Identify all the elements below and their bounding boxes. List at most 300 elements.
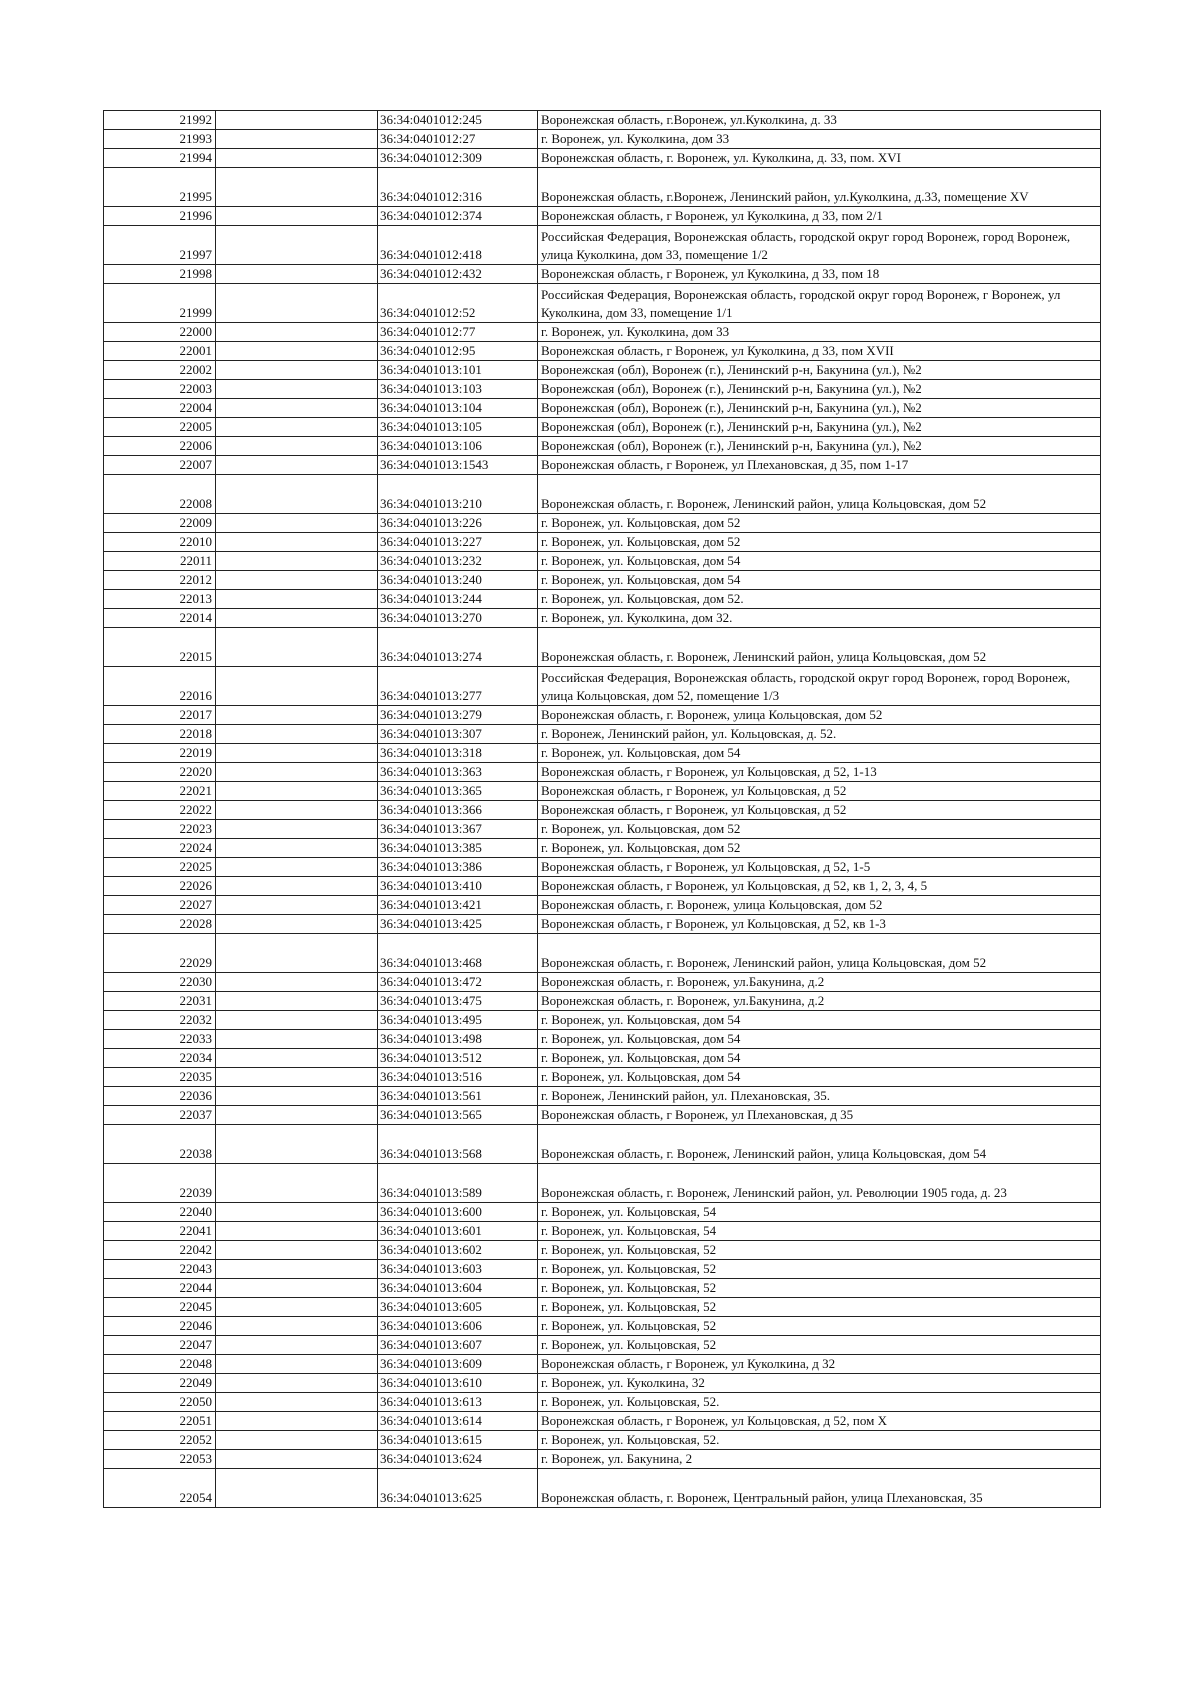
address-cell: Воронежская область, г Воронеж, ул Кольцовская, д 52, кв 1-3: [538, 915, 1101, 934]
row-number-cell: 22049: [104, 1374, 216, 1393]
table-row: [104, 456, 1101, 475]
address-cell: Воронежская область, г Воронеж, ул Кольцовская, д 52, пом X: [538, 1412, 1101, 1431]
row-number-cell: 22052: [104, 1431, 216, 1450]
row-number-cell: 22029: [104, 934, 216, 973]
table-row: [104, 877, 1101, 896]
empty-cell: [216, 801, 378, 820]
row-number-cell: 22037: [104, 1106, 216, 1125]
cadastral-number-cell: 36:34:0401013:232: [378, 552, 538, 571]
cadastral-number-cell: 36:34:0401013:615: [378, 1431, 538, 1450]
table-row: [104, 168, 1101, 207]
address-cell: Воронежская область, г. Воронеж, улица Кольцовская, дом 52: [538, 706, 1101, 725]
cadastral-number-cell: 36:34:0401013:475: [378, 992, 538, 1011]
cadastral-number-cell: 36:34:0401013:386: [378, 858, 538, 877]
table-row: [104, 1030, 1101, 1049]
row-number-cell: 22004: [104, 399, 216, 418]
row-number-cell: 22013: [104, 590, 216, 609]
empty-cell: [216, 1431, 378, 1450]
address-cell: г. Воронеж, ул. Кольцовская, дом 52.: [538, 590, 1101, 609]
row-number-cell: 22014: [104, 609, 216, 628]
address-cell: г. Воронеж, ул. Куколкина, дом 33: [538, 323, 1101, 342]
cadastral-number-cell: 36:34:0401013:604: [378, 1279, 538, 1298]
address-cell: г. Воронеж, ул. Кольцовская, 52: [538, 1336, 1101, 1355]
table-row: [104, 1068, 1101, 1087]
empty-cell: [216, 667, 378, 706]
table-row: [104, 1431, 1101, 1450]
table-row: [104, 1393, 1101, 1412]
empty-cell: [216, 130, 378, 149]
address-cell: Воронежская область, г Воронеж, ул Кольцовская, д 52, 1-13: [538, 763, 1101, 782]
registry-table: [103, 110, 1101, 1508]
address-cell: г. Воронеж, Ленинский район, ул. Плехановская, 35.: [538, 1087, 1101, 1106]
address-cell: Воронежская (обл), Воронеж (г.), Ленинский р-н, Бакунина (ул.), №2: [538, 380, 1101, 399]
table-row: [104, 1106, 1101, 1125]
address-cell: г. Воронеж, ул. Кольцовская, дом 54: [538, 552, 1101, 571]
table-row: [104, 399, 1101, 418]
empty-cell: [216, 706, 378, 725]
table-row: [104, 552, 1101, 571]
row-number-cell: 22039: [104, 1164, 216, 1203]
table-row: [104, 418, 1101, 437]
row-number-cell: 22003: [104, 380, 216, 399]
address-cell: Воронежская область, г. Воронеж, ул.Бакунина, д.2: [538, 973, 1101, 992]
row-number-cell: 21994: [104, 149, 216, 168]
table-row: [104, 475, 1101, 514]
address-cell: г. Воронеж, ул. Кольцовская, дом 52: [538, 820, 1101, 839]
cadastral-number-cell: 36:34:0401013:605: [378, 1298, 538, 1317]
table-row: [104, 839, 1101, 858]
empty-cell: [216, 1203, 378, 1222]
table-row: [104, 1011, 1101, 1030]
table-row: [104, 380, 1101, 399]
row-number-cell: 22033: [104, 1030, 216, 1049]
table-row: [104, 1087, 1101, 1106]
address-cell: г. Воронеж, ул. Кольцовская, 52.: [538, 1393, 1101, 1412]
table-row: [104, 1260, 1101, 1279]
row-number-cell: 22009: [104, 514, 216, 533]
row-number-cell: 22024: [104, 839, 216, 858]
address-cell: Российская Федерация, Воронежская область, городской округ город Воронеж, город Воронеж, улица Кольцовская, дом 52, помещение 1/3: [538, 667, 1101, 706]
cadastral-number-cell: 36:34:0401013:210: [378, 475, 538, 514]
table-row: [104, 323, 1101, 342]
address-cell: г. Воронеж, ул. Кольцовская, дом 54: [538, 1030, 1101, 1049]
empty-cell: [216, 915, 378, 934]
empty-cell: [216, 1355, 378, 1374]
address-cell: г. Воронеж, ул. Кольцовская, дом 54: [538, 571, 1101, 590]
address-cell: г. Воронеж, ул. Кольцовская, 52: [538, 1260, 1101, 1279]
row-number-cell: 22030: [104, 973, 216, 992]
address-cell: г. Воронеж, ул. Кольцовская, 52: [538, 1279, 1101, 1298]
empty-cell: [216, 149, 378, 168]
cadastral-number-cell: 36:34:0401013:101: [378, 361, 538, 380]
address-cell: Воронежская область, г. Воронеж, ул.Бакунина, д.2: [538, 992, 1101, 1011]
row-number-cell: 22025: [104, 858, 216, 877]
address-cell: Воронежская область, г Воронеж, ул Кольцовская, д 52: [538, 801, 1101, 820]
row-number-cell: 22007: [104, 456, 216, 475]
cadastral-number-cell: 36:34:0401013:1543: [378, 456, 538, 475]
table-row: [104, 801, 1101, 820]
table-row: [104, 858, 1101, 877]
empty-cell: [216, 1298, 378, 1317]
cadastral-number-cell: 36:34:0401013:425: [378, 915, 538, 934]
table-row: [104, 782, 1101, 801]
row-number-cell: 22019: [104, 744, 216, 763]
cadastral-number-cell: 36:34:0401013:270: [378, 609, 538, 628]
cadastral-number-cell: 36:34:0401013:410: [378, 877, 538, 896]
row-number-cell: 22036: [104, 1087, 216, 1106]
cadastral-number-cell: 36:34:0401013:495: [378, 1011, 538, 1030]
cadastral-number-cell: 36:34:0401012:52: [378, 284, 538, 323]
empty-cell: [216, 896, 378, 915]
empty-cell: [216, 628, 378, 667]
cadastral-number-cell: 36:34:0401013:366: [378, 801, 538, 820]
cadastral-number-cell: 36:34:0401013:613: [378, 1393, 538, 1412]
row-number-cell: 21999: [104, 284, 216, 323]
cadastral-number-cell: 36:34:0401013:498: [378, 1030, 538, 1049]
cadastral-number-cell: 36:34:0401012:95: [378, 342, 538, 361]
cadastral-number-cell: 36:34:0401013:307: [378, 725, 538, 744]
table-row: [104, 1412, 1101, 1431]
table-row: [104, 609, 1101, 628]
cadastral-number-cell: 36:34:0401013:227: [378, 533, 538, 552]
row-number-cell: 22008: [104, 475, 216, 514]
table-row: [104, 571, 1101, 590]
address-cell: Воронежская область, г. Воронеж, ул. Куколкина, д. 33, пом. XVI: [538, 149, 1101, 168]
table-row: [104, 207, 1101, 226]
address-cell: Воронежская область, г Воронеж, ул Плехановская, д 35: [538, 1106, 1101, 1125]
address-cell: Воронежская область, г. Воронеж, Ленинский район, улица Кольцовская, дом 52: [538, 628, 1101, 667]
row-number-cell: 22031: [104, 992, 216, 1011]
address-cell: г. Воронеж, ул. Кольцовская, 54: [538, 1203, 1101, 1222]
empty-cell: [216, 1030, 378, 1049]
row-number-cell: 21995: [104, 168, 216, 207]
table-row: [104, 973, 1101, 992]
empty-cell: [216, 111, 378, 130]
row-number-cell: 22012: [104, 571, 216, 590]
cadastral-number-cell: 36:34:0401013:106: [378, 437, 538, 456]
row-number-cell: 22046: [104, 1317, 216, 1336]
row-number-cell: 22054: [104, 1469, 216, 1508]
empty-cell: [216, 342, 378, 361]
cadastral-number-cell: 36:34:0401013:609: [378, 1355, 538, 1374]
row-number-cell: 21997: [104, 226, 216, 265]
row-number-cell: 22044: [104, 1279, 216, 1298]
table-row: [104, 934, 1101, 973]
table-row: [104, 820, 1101, 839]
row-number-cell: 22035: [104, 1068, 216, 1087]
row-number-cell: 22032: [104, 1011, 216, 1030]
empty-cell: [216, 284, 378, 323]
address-cell: г. Воронеж, ул. Кольцовская, дом 52: [538, 514, 1101, 533]
table-row: [104, 284, 1101, 323]
empty-cell: [216, 1049, 378, 1068]
row-number-cell: 22043: [104, 1260, 216, 1279]
address-cell: г. Воронеж, ул. Куколкина, 32: [538, 1374, 1101, 1393]
empty-cell: [216, 1317, 378, 1336]
table-row: [104, 1469, 1101, 1508]
table-row: [104, 1317, 1101, 1336]
cadastral-number-cell: 36:34:0401013:606: [378, 1317, 538, 1336]
cadastral-number-cell: 36:34:0401013:104: [378, 399, 538, 418]
cadastral-number-cell: 36:34:0401013:468: [378, 934, 538, 973]
empty-cell: [216, 744, 378, 763]
cadastral-number-cell: 36:34:0401012:316: [378, 168, 538, 207]
table-row: [104, 1203, 1101, 1222]
address-cell: Воронежская область, г Воронеж, ул Плехановская, д 35, пом 1-17: [538, 456, 1101, 475]
cadastral-number-cell: 36:34:0401013:601: [378, 1222, 538, 1241]
cadastral-number-cell: 36:34:0401013:367: [378, 820, 538, 839]
empty-cell: [216, 265, 378, 284]
empty-cell: [216, 763, 378, 782]
empty-cell: [216, 1336, 378, 1355]
cadastral-number-cell: 36:34:0401013:625: [378, 1469, 538, 1508]
empty-cell: [216, 456, 378, 475]
empty-cell: [216, 571, 378, 590]
table-row: [104, 514, 1101, 533]
table-row: [104, 1164, 1101, 1203]
empty-cell: [216, 1241, 378, 1260]
cadastral-number-cell: 36:34:0401013:624: [378, 1450, 538, 1469]
empty-cell: [216, 418, 378, 437]
empty-cell: [216, 514, 378, 533]
address-cell: Воронежская область, г Воронеж, ул Куколкина, д 33, пом XVII: [538, 342, 1101, 361]
table-row: [104, 1125, 1101, 1164]
address-cell: Воронежская область, г.Воронеж, ул.Куколкина, д. 33: [538, 111, 1101, 130]
address-cell: Воронежская (обл), Воронеж (г.), Ленинский р-н, Бакунина (ул.), №2: [538, 361, 1101, 380]
cadastral-number-cell: 36:34:0401013:602: [378, 1241, 538, 1260]
empty-cell: [216, 1125, 378, 1164]
table-row: [104, 111, 1101, 130]
row-number-cell: 21993: [104, 130, 216, 149]
row-number-cell: 22051: [104, 1412, 216, 1431]
address-cell: Воронежская область, г. Воронеж, улица Кольцовская, дом 52: [538, 896, 1101, 915]
cadastral-number-cell: 36:34:0401013:226: [378, 514, 538, 533]
row-number-cell: 22020: [104, 763, 216, 782]
cadastral-number-cell: 36:34:0401012:245: [378, 111, 538, 130]
cadastral-number-cell: 36:34:0401013:279: [378, 706, 538, 725]
address-cell: г. Воронеж, ул. Куколкина, дом 32.: [538, 609, 1101, 628]
table-row: [104, 1049, 1101, 1068]
cadastral-number-cell: 36:34:0401012:27: [378, 130, 538, 149]
cadastral-number-cell: 36:34:0401013:568: [378, 1125, 538, 1164]
cadastral-number-cell: 36:34:0401012:432: [378, 265, 538, 284]
cadastral-number-cell: 36:34:0401013:105: [378, 418, 538, 437]
cadastral-number-cell: 36:34:0401013:565: [378, 1106, 538, 1125]
registry-table-body: [104, 111, 1101, 1508]
row-number-cell: 22000: [104, 323, 216, 342]
address-cell: г. Воронеж, ул. Кольцовская, 52: [538, 1317, 1101, 1336]
row-number-cell: 21992: [104, 111, 216, 130]
cadastral-number-cell: 36:34:0401012:418: [378, 226, 538, 265]
cadastral-number-cell: 36:34:0401013:614: [378, 1412, 538, 1431]
address-cell: Воронежская область, г Воронеж, ул Куколкина, д 33, пом 18: [538, 265, 1101, 284]
address-cell: Воронежская область, г. Воронеж, Ленинский район, ул. Революции 1905 года, д. 23: [538, 1164, 1101, 1203]
cadastral-number-cell: 36:34:0401012:309: [378, 149, 538, 168]
row-number-cell: 22006: [104, 437, 216, 456]
row-number-cell: 22045: [104, 1298, 216, 1317]
address-cell: г. Воронеж, ул. Кольцовская, дом 54: [538, 1049, 1101, 1068]
empty-cell: [216, 1469, 378, 1508]
cadastral-number-cell: 36:34:0401013:421: [378, 896, 538, 915]
row-number-cell: 22016: [104, 667, 216, 706]
row-number-cell: 22041: [104, 1222, 216, 1241]
cadastral-number-cell: 36:34:0401013:277: [378, 667, 538, 706]
cadastral-number-cell: 36:34:0401013:589: [378, 1164, 538, 1203]
table-row: [104, 226, 1101, 265]
empty-cell: [216, 725, 378, 744]
table-row: [104, 725, 1101, 744]
row-number-cell: 22053: [104, 1450, 216, 1469]
address-cell: г. Воронеж, ул. Кольцовская, дом 54: [538, 1068, 1101, 1087]
table-row: [104, 744, 1101, 763]
table-row: [104, 915, 1101, 934]
empty-cell: [216, 973, 378, 992]
row-number-cell: 22023: [104, 820, 216, 839]
cadastral-number-cell: 36:34:0401013:365: [378, 782, 538, 801]
address-cell: Воронежская (обл), Воронеж (г.), Ленинский р-н, Бакунина (ул.), №2: [538, 437, 1101, 456]
cadastral-number-cell: 36:34:0401013:363: [378, 763, 538, 782]
table-row: [104, 992, 1101, 1011]
row-number-cell: 22002: [104, 361, 216, 380]
row-number-cell: 21998: [104, 265, 216, 284]
cadastral-number-cell: 36:34:0401013:610: [378, 1374, 538, 1393]
row-number-cell: 22022: [104, 801, 216, 820]
table-row: [104, 1241, 1101, 1260]
empty-cell: [216, 1260, 378, 1279]
cadastral-number-cell: 36:34:0401013:244: [378, 590, 538, 609]
row-number-cell: 22034: [104, 1049, 216, 1068]
row-number-cell: 22050: [104, 1393, 216, 1412]
empty-cell: [216, 1222, 378, 1241]
row-number-cell: 22001: [104, 342, 216, 361]
table-row: [104, 533, 1101, 552]
address-cell: г. Воронеж, Ленинский район, ул. Кольцовская, д. 52.: [538, 725, 1101, 744]
empty-cell: [216, 207, 378, 226]
empty-cell: [216, 590, 378, 609]
empty-cell: [216, 380, 378, 399]
row-number-cell: 22040: [104, 1203, 216, 1222]
address-cell: г. Воронеж, ул. Бакунина, 2: [538, 1450, 1101, 1469]
address-cell: Воронежская область, г.Воронеж, Ленинский район, ул.Куколкина, д.33, помещение XV: [538, 168, 1101, 207]
table-row: [104, 437, 1101, 456]
address-cell: Российская Федерация, Воронежская область, городской округ город Воронеж, г Воронеж, ул Куколкина, дом 33, помещение 1/1: [538, 284, 1101, 323]
empty-cell: [216, 437, 378, 456]
address-cell: Воронежская область, г Воронеж, ул Куколкина, д 33, пом 2/1: [538, 207, 1101, 226]
table-row: [104, 1298, 1101, 1317]
row-number-cell: 22017: [104, 706, 216, 725]
row-number-cell: 22021: [104, 782, 216, 801]
table-row: [104, 265, 1101, 284]
address-cell: Российская Федерация, Воронежская область, городской округ город Воронеж, город Воронеж, улица Куколкина, дом 33, помещение 1/2: [538, 226, 1101, 265]
empty-cell: [216, 820, 378, 839]
address-cell: г. Воронеж, ул. Кольцовская, дом 54: [538, 1011, 1101, 1030]
address-cell: г. Воронеж, ул. Кольцовская, дом 54: [538, 744, 1101, 763]
row-number-cell: 22018: [104, 725, 216, 744]
row-number-cell: 22005: [104, 418, 216, 437]
empty-cell: [216, 877, 378, 896]
row-number-cell: 21996: [104, 207, 216, 226]
table-row: [104, 361, 1101, 380]
empty-cell: [216, 839, 378, 858]
address-cell: Воронежская область, г. Воронеж, Ленинский район, улица Кольцовская, дом 54: [538, 1125, 1101, 1164]
table-row: [104, 1279, 1101, 1298]
address-cell: Воронежская (обл), Воронеж (г.), Ленинский р-н, Бакунина (ул.), №2: [538, 418, 1101, 437]
empty-cell: [216, 858, 378, 877]
cadastral-number-cell: 36:34:0401012:374: [378, 207, 538, 226]
address-cell: Воронежская область, г. Воронеж, Центральный район, улица Плехановская, 35: [538, 1469, 1101, 1508]
cadastral-number-cell: 36:34:0401013:561: [378, 1087, 538, 1106]
empty-cell: [216, 609, 378, 628]
empty-cell: [216, 1068, 378, 1087]
cadastral-number-cell: 36:34:0401013:103: [378, 380, 538, 399]
row-number-cell: 22047: [104, 1336, 216, 1355]
address-cell: Воронежская область, г Воронеж, ул Кольцовская, д 52, 1-5: [538, 858, 1101, 877]
cadastral-number-cell: 36:34:0401013:600: [378, 1203, 538, 1222]
table-row: [104, 1450, 1101, 1469]
row-number-cell: 22048: [104, 1355, 216, 1374]
empty-cell: [216, 992, 378, 1011]
empty-cell: [216, 1106, 378, 1125]
address-cell: г. Воронеж, ул. Кольцовская, 54: [538, 1222, 1101, 1241]
empty-cell: [216, 1374, 378, 1393]
empty-cell: [216, 475, 378, 514]
table-row: [104, 1222, 1101, 1241]
address-cell: г. Воронеж, ул. Куколкина, дом 33: [538, 130, 1101, 149]
empty-cell: [216, 782, 378, 801]
row-number-cell: 22028: [104, 915, 216, 934]
address-cell: г. Воронеж, ул. Кольцовская, дом 52: [538, 533, 1101, 552]
table-row: [104, 763, 1101, 782]
table-row: [104, 896, 1101, 915]
address-cell: Воронежская область, г. Воронеж, Ленинский район, улица Кольцовская, дом 52: [538, 934, 1101, 973]
address-cell: г. Воронеж, ул. Кольцовская, 52: [538, 1241, 1101, 1260]
address-cell: Воронежская область, г Воронеж, ул Кольцовская, д 52, кв 1, 2, 3, 4, 5: [538, 877, 1101, 896]
address-cell: г. Воронеж, ул. Кольцовская, 52: [538, 1298, 1101, 1317]
empty-cell: [216, 361, 378, 380]
empty-cell: [216, 323, 378, 342]
empty-cell: [216, 1279, 378, 1298]
cadastral-number-cell: 36:34:0401013:318: [378, 744, 538, 763]
empty-cell: [216, 934, 378, 973]
table-row: [104, 590, 1101, 609]
row-number-cell: 22011: [104, 552, 216, 571]
table-row: [104, 342, 1101, 361]
cadastral-number-cell: 36:34:0401013:512: [378, 1049, 538, 1068]
address-cell: Воронежская область, г. Воронеж, Ленинский район, улица Кольцовская, дом 52: [538, 475, 1101, 514]
row-number-cell: 22015: [104, 628, 216, 667]
address-cell: г. Воронеж, ул. Кольцовская, 52.: [538, 1431, 1101, 1450]
cadastral-number-cell: 36:34:0401013:516: [378, 1068, 538, 1087]
empty-cell: [216, 1164, 378, 1203]
empty-cell: [216, 1011, 378, 1030]
address-cell: г. Воронеж, ул. Кольцовская, дом 52: [538, 839, 1101, 858]
cadastral-number-cell: 36:34:0401013:603: [378, 1260, 538, 1279]
cadastral-number-cell: 36:34:0401013:240: [378, 571, 538, 590]
table-row: [104, 706, 1101, 725]
empty-cell: [216, 1450, 378, 1469]
row-number-cell: 22026: [104, 877, 216, 896]
table-row: [104, 1336, 1101, 1355]
cadastral-number-cell: 36:34:0401012:77: [378, 323, 538, 342]
empty-cell: [216, 533, 378, 552]
empty-cell: [216, 1393, 378, 1412]
row-number-cell: 22042: [104, 1241, 216, 1260]
address-cell: Воронежская (обл), Воронеж (г.), Ленинский р-н, Бакунина (ул.), №2: [538, 399, 1101, 418]
table-row: [104, 149, 1101, 168]
empty-cell: [216, 552, 378, 571]
empty-cell: [216, 399, 378, 418]
address-cell: Воронежская область, г Воронеж, ул Кольцовская, д 52: [538, 782, 1101, 801]
